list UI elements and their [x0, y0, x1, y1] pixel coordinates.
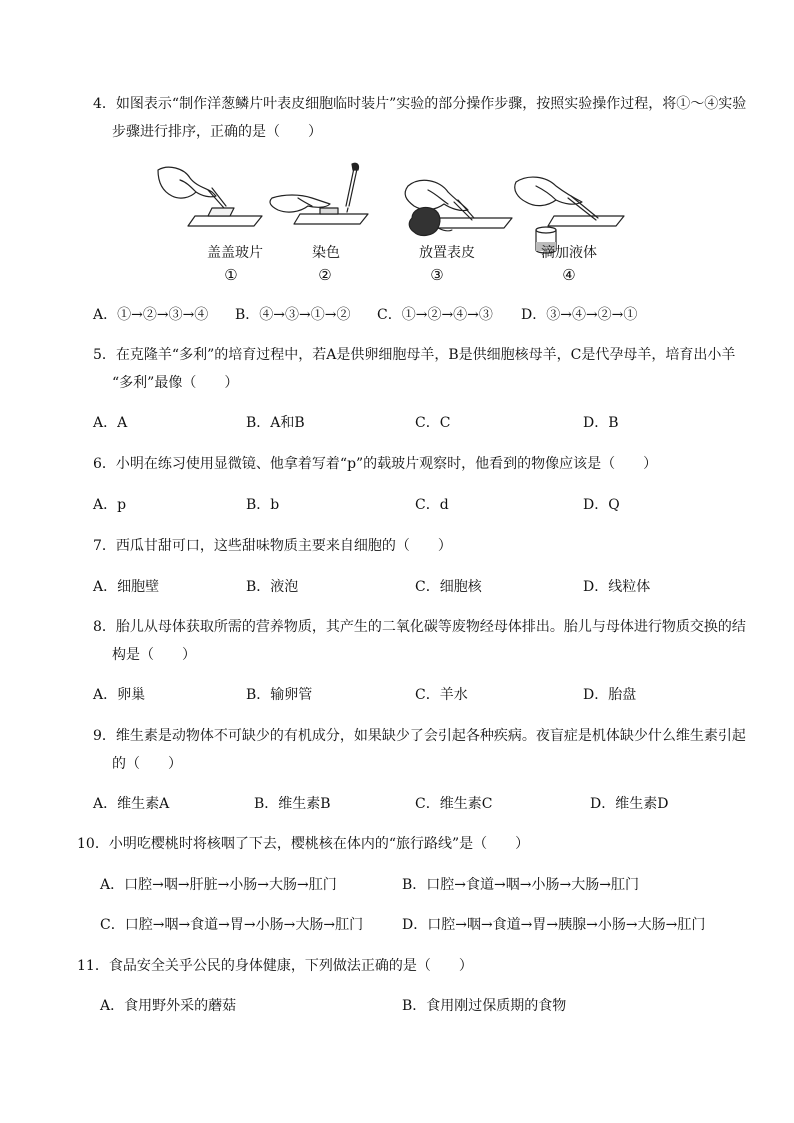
question-6-option-d[interactable]: D．Q: [583, 497, 620, 513]
question-7-stem: 7．西瓜甘甜可口，这些甜味物质主要来自细胞的（ ）: [93, 538, 452, 554]
step-1-number: ①: [224, 266, 238, 284]
question-10-option-a[interactable]: A．口腔→咽→肝脏→小肠→大肠→肛门: [100, 877, 337, 893]
question-9-option-a[interactable]: A．维生素A: [93, 796, 170, 812]
step-2-number: ②: [318, 266, 332, 284]
question-10-option-b[interactable]: B．口腔→食道→咽→小肠→大肠→肛门: [402, 877, 639, 893]
question-4-stem-line-2: 步骤进行排序，正确的是（ ）: [112, 124, 322, 140]
question-5-option-b[interactable]: B．A和B: [246, 415, 305, 431]
question-7-option-a[interactable]: A．细胞壁: [93, 579, 160, 595]
question-5-option-a[interactable]: A．A: [93, 415, 128, 431]
question-8-option-b[interactable]: B．输卵管: [246, 687, 313, 703]
question-4-option-a[interactable]: A．①→②→③→④: [93, 307, 209, 323]
question-8-stem-line-1: 8．胎儿从母体获取所需的营养物质，其产生的二氧化碳等废物经母体排出。胎儿与母体进行物质交换的结: [93, 619, 746, 635]
question-6-stem: 6．小明在练习使用显微镜、他拿着写着“p”的载玻片观察时，他看到的物像应该是（ ）: [93, 456, 658, 472]
question-10-option-c[interactable]: C．口腔→咽→食道→胃→小肠→大肠→肛门: [100, 917, 364, 933]
hand-tweezers-coverslip-icon: [158, 167, 262, 226]
question-10-stem: 10．小明吃樱桃时将核咽了下去，樱桃核在体内的“旅行路线”是（ ）: [77, 836, 530, 852]
question-5-stem-line-1: 5．在克隆羊“多利”的培育过程中，若A是供卵细胞母羊，B是供细胞核母羊，C是代孕母羊，培育出小羊: [93, 347, 736, 363]
hand-dropper-stain-icon: [270, 163, 368, 224]
question-4-option-c[interactable]: C．①→②→④→③: [377, 307, 493, 323]
question-5-stem-line-2: “多利”最像（ ）: [112, 375, 239, 391]
question-9-option-c[interactable]: C．维生素C: [415, 796, 493, 812]
question-9-stem-line-2: 的（ ）: [112, 756, 182, 772]
question-8-stem-line-2: 构是（ ）: [112, 647, 196, 663]
question-7-option-b[interactable]: B．液泡: [246, 579, 299, 595]
question-8-option-a[interactable]: A．卵巢: [93, 687, 146, 703]
question-5-option-d[interactable]: D．B: [583, 415, 619, 431]
step-3-number: ③: [430, 266, 444, 284]
question-10-option-d[interactable]: D．口腔→咽→食道→胃→胰腺→小肠→大肠→肛门: [402, 917, 706, 933]
question-6-option-b[interactable]: B．b: [246, 497, 280, 513]
question-4-option-d[interactable]: D．③→④→②→①: [521, 307, 638, 323]
question-4-option-b[interactable]: B．④→③→①→②: [235, 307, 351, 323]
question-8-option-d[interactable]: D．胎盘: [583, 687, 637, 703]
step-1-label: 盖盖玻片: [207, 245, 263, 261]
hand-tweezers-onion-icon: [405, 180, 512, 235]
question-7-option-c[interactable]: C．细胞核: [415, 579, 482, 595]
question-9-stem-line-1: 9．维生素是动物体不可缺少的有机成分，如果缺少了会引起各种疾病。夜盲症是机体缺少什么维生素引起: [93, 728, 746, 744]
question-4-stem-line-1: 4．如图表示“制作洋葱鳞片叶表皮细胞临时装片”实验的部分操作步骤，按照实验操作过程，将①～④实验: [93, 96, 747, 112]
question-6-option-a[interactable]: A．p: [93, 497, 127, 513]
step-3-label: 放置表皮: [419, 245, 475, 261]
step-4-label: 滴加液体: [541, 245, 597, 261]
question-8-option-c[interactable]: C．羊水: [415, 687, 468, 703]
question-11-option-b[interactable]: B．食用刚过保质期的食物: [402, 998, 567, 1014]
question-7-option-d[interactable]: D．线粒体: [583, 579, 651, 595]
step-2-label: 染色: [312, 245, 340, 261]
question-9-option-d[interactable]: D．维生素D: [590, 796, 669, 812]
question-6-option-c[interactable]: C．d: [415, 497, 449, 513]
experiment-steps-figure: [150, 158, 650, 288]
step-4-number: ④: [562, 266, 576, 284]
question-9-option-b[interactable]: B．维生素B: [254, 796, 331, 812]
question-11-option-a[interactable]: A．食用野外采的蘑菇: [100, 998, 237, 1014]
question-11-stem: 11．食品安全关乎公民的身体健康，下列做法正确的是（ ）: [77, 958, 473, 974]
question-5-option-c[interactable]: C．C: [415, 415, 451, 431]
